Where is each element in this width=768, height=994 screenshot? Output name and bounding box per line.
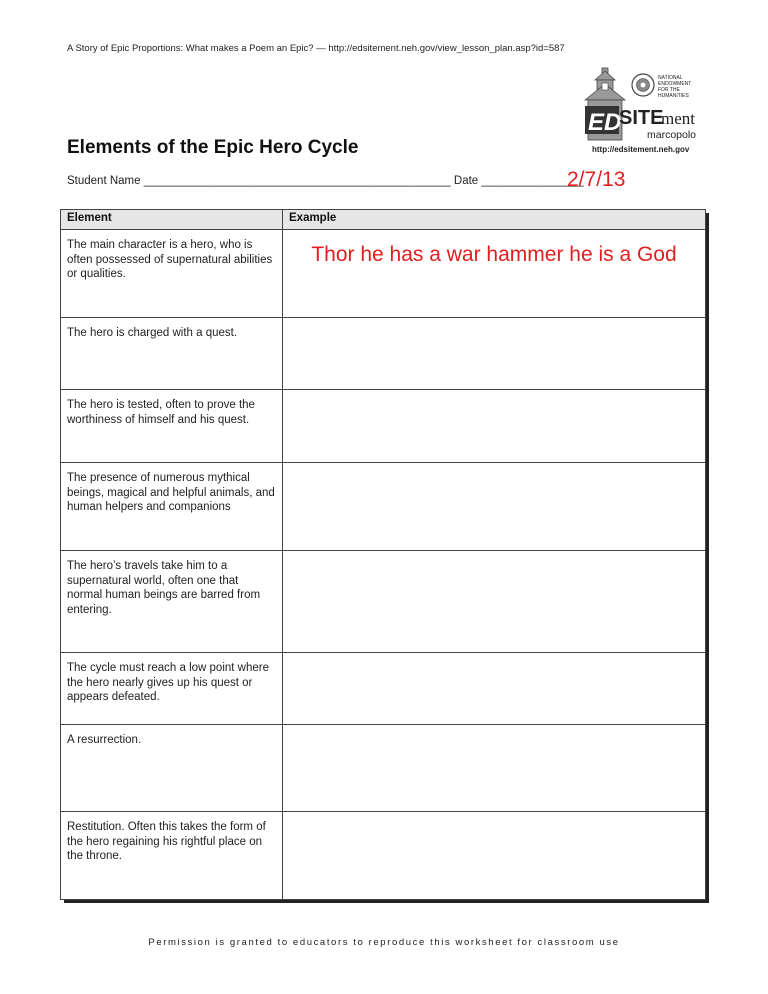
column-header-element: Element bbox=[61, 210, 283, 230]
example-cell[interactable] bbox=[283, 812, 706, 900]
svg-text:NATIONAL: NATIONAL bbox=[658, 75, 683, 81]
table-row bbox=[61, 725, 706, 812]
element-cell: Restitution. Often this takes the form of the hero regaining his rightful place on the throne. bbox=[61, 812, 283, 900]
permission-footer: Permission is granted to educators to reproduce this worksheet for classroom use bbox=[148, 937, 620, 948]
column-header-example: Example bbox=[283, 210, 706, 230]
table-row bbox=[61, 318, 706, 390]
svg-text:FOR THE: FOR THE bbox=[658, 87, 680, 93]
example-cell[interactable] bbox=[283, 551, 706, 653]
svg-text:ment: ment bbox=[661, 109, 695, 128]
element-cell: The main character is a hero, who is often possessed of supernatural abilities or qualities. bbox=[61, 230, 283, 318]
table-header-row bbox=[61, 210, 706, 230]
example-cell[interactable] bbox=[283, 725, 706, 812]
element-cell: The hero’s travels take him to a supernatural world, often one that normal human beings are barred from entering. bbox=[61, 551, 283, 653]
example-cell[interactable] bbox=[283, 390, 706, 463]
element-cell: A resurrection. bbox=[61, 725, 283, 812]
edsitement-logo bbox=[583, 66, 703, 158]
example-cell[interactable] bbox=[283, 463, 706, 551]
example-cell[interactable] bbox=[283, 653, 706, 725]
svg-text:ED: ED bbox=[588, 109, 622, 136]
svg-text:ENDOWMENT: ENDOWMENT bbox=[658, 81, 692, 87]
example-cell[interactable]: Thor he has a war hammer he is a God bbox=[283, 230, 706, 318]
reference-line: A Story of Epic Proportions: What makes a Poem an Epic? — http://edsitement.neh.gov/view_lesson_plan.asp?id=587 bbox=[67, 43, 565, 54]
table-row bbox=[61, 551, 706, 653]
svg-text:SITE: SITE bbox=[619, 107, 664, 129]
svg-text:http://edsitement.neh.gov: http://edsitement.neh.gov bbox=[592, 145, 690, 154]
element-cell: The hero is charged with a quest. bbox=[61, 318, 283, 390]
element-cell: The cycle must reach a low point where the hero nearly gives up his quest or appears defeated. bbox=[61, 653, 283, 725]
date-value: 2/7/13 bbox=[567, 168, 626, 191]
svg-text:marcopolo: marcopolo bbox=[647, 129, 697, 141]
worksheet-title: Elements of the Epic Hero Cycle bbox=[67, 137, 359, 158]
table-row bbox=[61, 653, 706, 725]
table-row bbox=[61, 463, 706, 551]
element-cell: The presence of numerous mythical beings, magical and helpful animals, and human helpers and companions bbox=[61, 463, 283, 551]
example-cell[interactable] bbox=[283, 318, 706, 390]
epic-hero-table bbox=[60, 209, 705, 899]
table-row bbox=[61, 390, 706, 463]
table-row bbox=[61, 230, 706, 318]
table-row bbox=[61, 812, 706, 900]
svg-text:HUMANITIES: HUMANITIES bbox=[658, 93, 689, 99]
student-name-date-line: Student Name ________________________________________________ Date ________________ bbox=[67, 175, 584, 187]
element-cell: The hero is tested, often to prove the worthiness of himself and his quest. bbox=[61, 390, 283, 463]
